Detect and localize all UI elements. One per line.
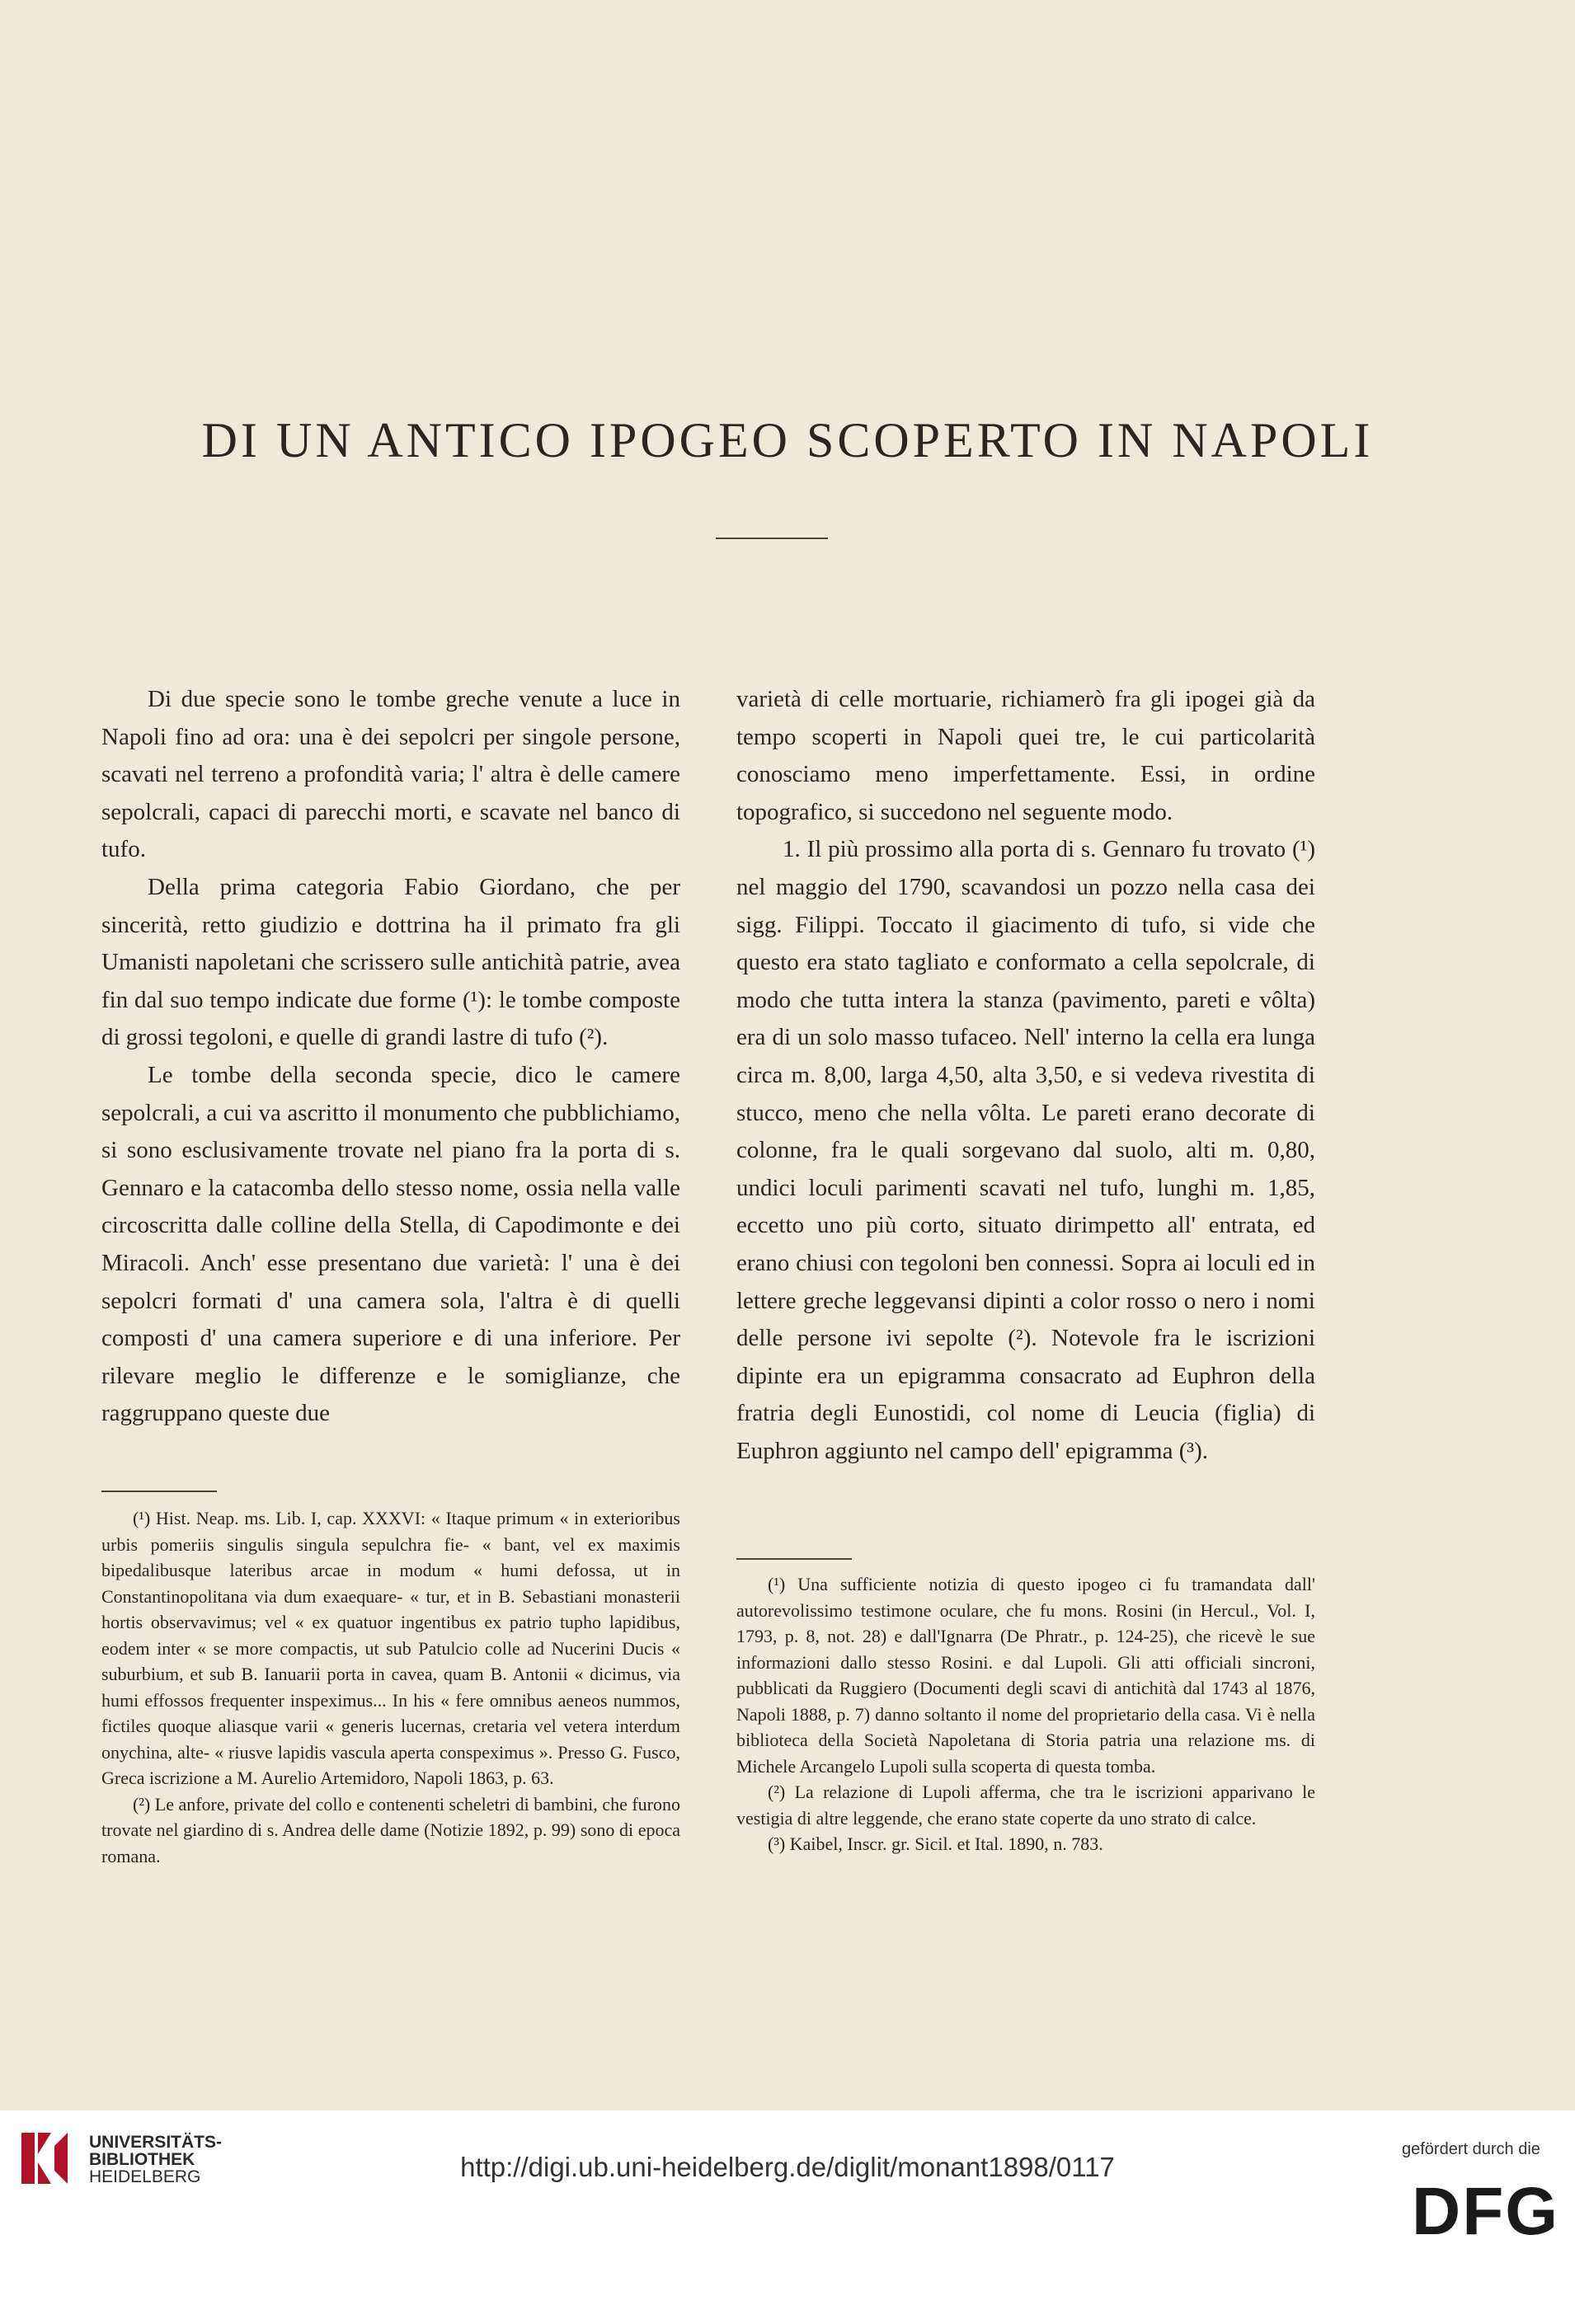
left-footnotes bbox=[101, 1505, 680, 1869]
paragraph: Le tombe della seconda specie, dico le camere sepolcrali, a cui va ascritto il monumento che pubblichiamo, si sono esclusivamente trovate nel piano fra la porta di s. Gennaro e la catacomba dello stesso nome, ossia nella valle circoscritta dalle colline della Stella, di Capodimonte e dei Miracoli. Anch' esse presentano due varietà: l' una è dei sepolcri formati d' una camera sola, l'altra è di quelli composti d' una camera superiore e di una inferiore. Per rilevare meglio le differenze e le somiglianze, che raggruppano queste due bbox=[101, 1061, 680, 1427]
footnote-divider bbox=[101, 1491, 217, 1492]
footnote-divider bbox=[736, 1558, 852, 1560]
footnote: (²) Le anfore, private del collo e contenenti scheletri di bambini, che furono trovate nel giardino di s. Andrea delle dame (Notizie 1892, p. 99) sono di epoca romana. bbox=[101, 1793, 680, 1866]
title-divider bbox=[716, 538, 828, 539]
dfg-logo: DFG bbox=[1412, 2174, 1560, 2249]
paragraph: 1. Il più prossimo alla porta di s. Gennaro fu trovato (¹) nel maggio del 1790, scavandosi un pozzo nella casa dei sigg. Filippi. Toccato il giacimento di tufo, si vide che questo era stato tagliato e conformato a cella sepolcrale, di modo che tutta intera la stanza (pavimento, pareti e vôlta) era di un solo masso tufaceo. Nell' interno la cella era lunga circa m. 8,00, larga 4,50, alta 3,50, e si vedeva rivestita di stucco, meno che nella vôlta. Le pareti erano decorate di colonne, fra le quali sorgevano dal suolo, alti m. 0,80, undici loculi parimenti scavati nel tufo, lunghi m. 1,85, eccetto uno più corto, situato dirimpetto all' entrata, ed erano chiusi con tegoloni ben connessi. Sopra ai loculi ed in lettere greche leggevansi dipinti a color rosso o nero i nomi delle persone ivi sepolte (²). Notevole fra le iscrizioni dipinte era un epigramma consacrato ad Euphron della fratria degli Eunostidi, col nome di Leucia (figlia) di Euphron aggiunto nel campo dell' epigramma (³). bbox=[736, 836, 1315, 1464]
paragraph: Della prima categoria Fabio Giordano, che per sincerità, retto giudizio e dottrina ha il primato fra gli Umanisti napoletani che scrissero sulle antichità patrie, avea fin dal suo tempo indicate due forme (¹): le tombe composte di grossi tegoloni, e quelle di grandi lastre di tufo (²). bbox=[101, 873, 680, 1051]
digitization-footer bbox=[0, 2110, 1575, 2324]
footnote: (²) La relazione di Lupoli afferma, che tra le iscrizioni apparivano le vestigia di altre leggende, che erano state coperte da uno strato di calce. bbox=[736, 1782, 1315, 1829]
article-title: DI UN ANTICO IPOGEO SCOPERTO IN NAPOLI bbox=[201, 413, 1374, 467]
source-url-link[interactable]: http://digi.ub.uni-heidelberg.de/diglit/monant1898/0117 bbox=[460, 2152, 1115, 2182]
library-logo-text: UNIVERSITÄTS- BIBLIOTHEK HEIDELBERG bbox=[89, 2133, 223, 2186]
paragraph: varietà di celle mortuarie, richiamerò fra gli ipogei già da tempo scoperti in Napoli quei tre, le cui particolarità conosciamo meno imperfettamente. Essi, in ordine topografico, si succedono nel seguente modo. bbox=[736, 686, 1315, 825]
footnote: (¹) Hist. Neap. ms. Lib. I, cap. XXXVI: « Itaque primum « in exterioribus urbis pomeriis singulis singula sepulchra fie- « bant, vel ex maximis bipedalibusque lateribus arcae in modum « humi defossa, ut in Constantinopolitana via dum exaequare- « tur, et in B. Sebastiani monasterii hortis observavimus; vel « ex quatuor ingentibus ex patrio tupho lapidibus, eodem inter « se more compactis, ut sub Patulcio colle ad Nucerini Ducis « suburbium, et sub B. Ianuarii porta in cavea, quam B. Antonii « dicimus, via humi effossos frequenter inspeximus... In his « fere omnibus aeneos nummos, fictiles quoque aliasque varii « generis lucernas, cretaria vel vetera interdum onychina, alte- « riusve lapidis vascula aperta conspeximus ». Presso G. Fusco, Greca iscrizione a M. Aurelio Artemidoro, Napoli 1863, p. 63. bbox=[101, 1508, 680, 1788]
footnote: (³) Kaibel, Inscr. gr. Sicil. et Ital. 1890, n. 783. bbox=[768, 1833, 1103, 1854]
right-column bbox=[736, 681, 1315, 1470]
sponsor-note: gefördert durch die bbox=[1402, 2140, 1540, 2158]
paragraph: Di due specie sono le tombe greche venute a luce in Napoli fino ad ora: una è dei sepolcri per singole persone, scavati nel terreno a profondità varia; l' altra è delle camere sepolcrali, capaci di parecchi morti, e scavate nel banco di tufo. bbox=[101, 686, 680, 863]
right-footnotes bbox=[736, 1571, 1315, 1857]
left-column bbox=[101, 681, 680, 1433]
footnote: (¹) Una sufficiente notizia di questo ipogeo ci fu tramandata dall' autorevolissimo testimone oculare, che fu mons. Rosini (in Hercul., Vol. I, 1793, p. 8, not. 28) e dall'Ignarra (De Phratr., p. 124-25), che ricevè le sue informazioni dallo stesso Rosini. e dal Lupoli. Gli atti officiali sincroni, pubblicati da Ruggiero (Documenti degli scavi di antichità dal 1743 al 1876, Napoli 1888, p. 7) danno soltanto il nome del proprietario della casa. Vi è nella biblioteca della Società Napoletana di Storia patria una relazione ms. di Michele Arcangelo Lupoli sulla scoperta di questa tomba. bbox=[736, 1574, 1315, 1777]
